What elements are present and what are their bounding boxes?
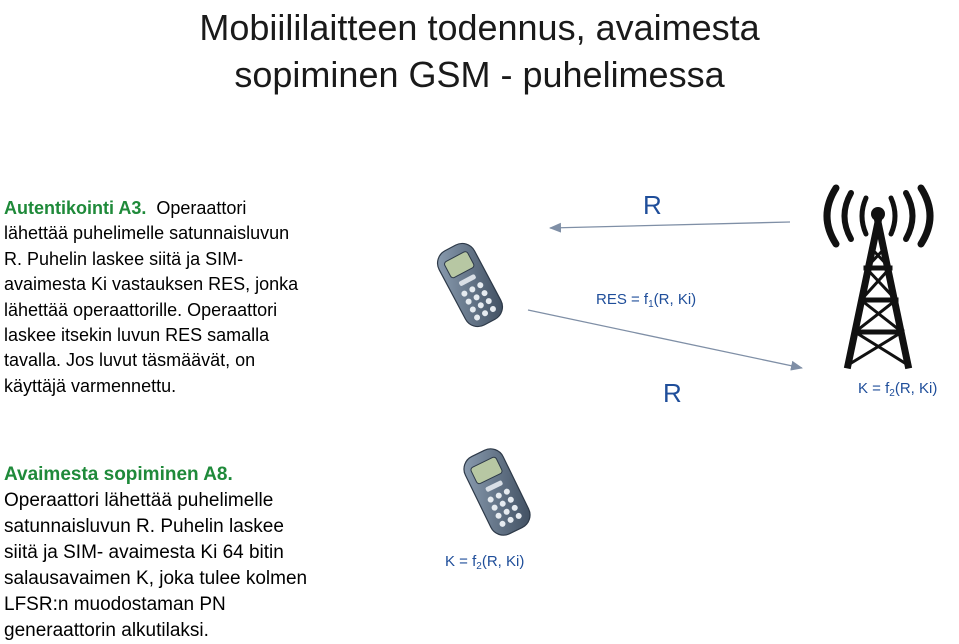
- authentication-line: lähettää operaattorille. Operaattori: [4, 299, 278, 320]
- authentication-line: lähettää puhelimelle satunnaisluvun: [4, 223, 290, 244]
- response-label: R: [663, 378, 682, 408]
- key-agreement-heading: Avaimesta sopiminen A8.: [4, 464, 233, 485]
- key-agreement-line: generaattorin alkutilaksi.: [4, 620, 209, 641]
- phone-key-formula-prefix: K = f: [445, 553, 477, 570]
- tower-key-formula: [858, 380, 937, 399]
- key-agreement-line: LFSR:n muodostaman PN: [4, 594, 226, 615]
- res-formula-subscript: 1: [648, 299, 654, 310]
- authentication-line: R. Puhelin laskee siitä ja SIM-: [4, 248, 244, 269]
- slide-title-line-1: Mobiililaitteen todennus, avaimesta: [199, 7, 760, 48]
- authentication-heading: Autentikointi A3.: [4, 198, 147, 218]
- authentication-line: avaimesta Ki vastauksen RES, jonka: [4, 274, 299, 295]
- mobile-phone-icon: [433, 239, 508, 332]
- challenge-label: R: [643, 190, 662, 220]
- tower-key-formula-prefix: K = f: [858, 380, 890, 397]
- key-agreement-line: salausavaimen K, joka tulee kolmen: [4, 568, 308, 589]
- challenge-arrow: [550, 222, 790, 228]
- radio-tower-icon: [827, 188, 930, 365]
- authentication-line: käyttäjä varmennettu.: [4, 375, 177, 396]
- authentication-line: tavalla. Jos luvut täsmäävät, on: [4, 350, 256, 371]
- mobile-phone-icon: [459, 444, 534, 540]
- tower-key-formula-suffix: (R, Ki): [894, 380, 938, 397]
- authentication-line: laskee itsekin luvun RES samalla: [4, 325, 270, 346]
- key-agreement-line: satunnaisluvun R. Puhelin laskee: [4, 516, 284, 537]
- response-arrow: [528, 310, 802, 368]
- res-formula: [596, 291, 696, 310]
- res-formula-suffix: (R, Ki): [653, 291, 697, 308]
- tower-key-formula-subscript: 2: [889, 388, 895, 399]
- key-agreement-line: Operaattori lähettää puhelimelle: [4, 490, 274, 511]
- res-formula-prefix: RES = f: [596, 291, 649, 308]
- phone-key-formula-suffix: (R, Ki): [481, 553, 525, 570]
- phone-key-formula: [445, 553, 524, 572]
- phone-key-formula-subscript: 2: [476, 561, 482, 572]
- key-agreement-line: siitä ja SIM- avaimesta Ki 64 bitin: [4, 542, 284, 563]
- authentication-first-line-rest: Operaattori: [156, 198, 247, 218]
- slide-title-line-2: sopiminen GSM - puhelimessa: [234, 54, 725, 95]
